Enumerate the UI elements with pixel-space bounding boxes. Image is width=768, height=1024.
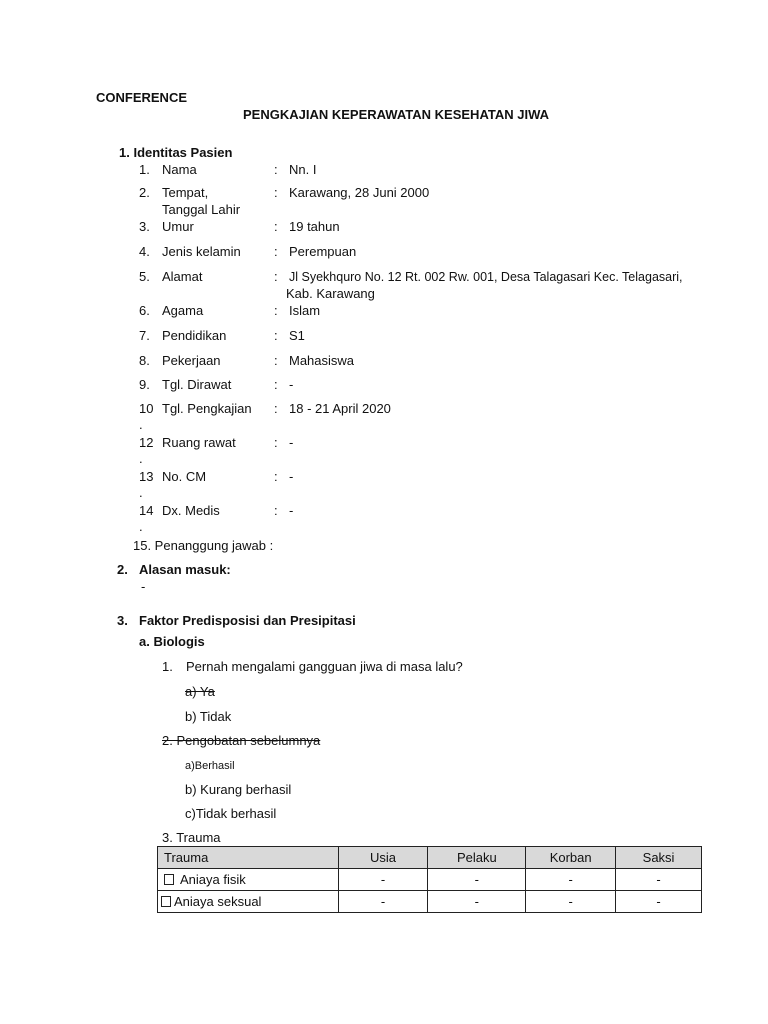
row-separator: : [274, 162, 278, 177]
option-berhasil: a)Berhasil [185, 760, 235, 772]
row-label: Agama [162, 303, 204, 318]
alasan-number: 2. [117, 562, 128, 577]
row-value: Perempuan [289, 244, 357, 259]
document-title: PENGKAJIAN KEPERAWATAN KESEHATAN JIWA [243, 107, 550, 122]
penanggung-jawab: 15. Penanggung jawab : [133, 538, 274, 553]
header-trauma: Trauma [158, 847, 339, 869]
row-number: 7. [139, 328, 150, 343]
row-separator: : [274, 435, 278, 450]
cell-pelaku: - [428, 891, 526, 913]
row-number-dot: . [139, 519, 143, 534]
row-number: 14 [139, 503, 154, 518]
header-pelaku: Pelaku [428, 847, 526, 869]
cell-pelaku: - [428, 869, 526, 891]
biologis-subheading: a. Biologis [139, 634, 205, 649]
row-separator: : [274, 377, 278, 392]
row-number: 12 [139, 435, 154, 450]
trauma-heading: 3. Trauma [162, 830, 221, 845]
row-separator: : [274, 469, 278, 484]
checkbox-icon [161, 896, 171, 907]
cell-saksi: - [616, 869, 702, 891]
cell-saksi: - [616, 891, 702, 913]
cell-korban: - [526, 891, 616, 913]
cell-usia: - [338, 869, 428, 891]
row-value: S1 [289, 328, 305, 343]
row-label: Aniaya seksual [174, 893, 262, 909]
trauma-table [157, 846, 702, 913]
row-number-dot: . [139, 485, 143, 500]
conference-heading: CONFERENCE [96, 90, 188, 105]
row-value: 19 tahun [289, 219, 340, 234]
row-separator: : [274, 244, 278, 259]
row-label: Nama [162, 162, 197, 177]
row-value: - [289, 469, 294, 484]
option-kurang-berhasil: b) Kurang berhasil [185, 782, 292, 797]
row-value: - [289, 377, 294, 392]
row-value: Mahasiswa [289, 353, 355, 368]
option-ya: a) Ya [185, 684, 215, 699]
row-label: Ruang rawat [162, 435, 236, 450]
row-label: Tgl. Pengkajian [162, 401, 252, 416]
pengobatan-heading: 2. Pengobatan sebelumnya [162, 733, 321, 748]
row-separator: : [274, 401, 278, 416]
table-row [158, 891, 702, 913]
row-number: 1. [139, 162, 150, 177]
row-separator: : [274, 328, 278, 343]
row-number: 13 [139, 469, 154, 484]
row-number: 5. [139, 269, 150, 284]
row-number: 3. [139, 219, 150, 234]
row-label: No. CM [162, 469, 207, 484]
row-label-cell [158, 869, 339, 891]
row-label-line2: Tanggal Lahir [162, 202, 241, 217]
row-value: - [289, 503, 294, 518]
alasan-heading: Alasan masuk: [139, 562, 231, 577]
checkbox-icon [164, 874, 174, 885]
row-label: Aniaya fisik [180, 871, 246, 887]
alasan-value: - [141, 579, 146, 594]
row-number-dot: . [139, 417, 143, 432]
row-label: Dx. Medis [162, 503, 220, 518]
row-label: Pendidikan [162, 328, 227, 343]
faktor-number: 3. [117, 613, 128, 628]
row-value: 18 - 21 April 2020 [289, 401, 391, 416]
row-number: 4. [139, 244, 150, 259]
header-saksi: Saksi [616, 847, 702, 869]
row-value: Islam [289, 303, 321, 318]
row-label: Tempat, [162, 185, 209, 200]
row-value: - [289, 435, 294, 450]
row-label: Pekerjaan [162, 353, 221, 368]
row-value-line2: Kab. Karawang [286, 286, 375, 301]
identitas-heading: 1. Identitas Pasien [119, 145, 233, 160]
table-row [158, 869, 702, 891]
faktor-heading: Faktor Predisposisi dan Presipitasi [139, 613, 356, 628]
row-separator: : [274, 185, 278, 200]
row-label: Tgl. Dirawat [162, 377, 232, 392]
header-usia: Usia [338, 847, 428, 869]
row-value: Jl Syekhquro No. 12 Rt. 002 Rw. 001, Desa Talagasari Kec. Telagasari, [289, 270, 683, 284]
row-number: 8. [139, 353, 150, 368]
header-korban: Korban [526, 847, 616, 869]
row-label: Umur [162, 219, 194, 234]
cell-korban: - [526, 869, 616, 891]
table-header-row [158, 847, 702, 869]
row-separator: : [274, 353, 278, 368]
row-label: Alamat [162, 269, 203, 284]
row-separator: : [274, 219, 278, 234]
cell-usia: - [338, 891, 428, 913]
row-label-cell [158, 891, 339, 913]
question-number: 1. [162, 659, 173, 674]
row-separator: : [274, 503, 278, 518]
row-number: 9. [139, 377, 150, 392]
row-value: Nn. I [289, 162, 317, 177]
question-text: Pernah mengalami gangguan jiwa di masa lalu? [186, 659, 463, 674]
row-separator: : [274, 303, 278, 318]
option-tidak-berhasil: c)Tidak berhasil [185, 806, 277, 821]
row-number: 6. [139, 303, 150, 318]
row-label: Jenis kelamin [162, 244, 241, 259]
row-number: 10 [139, 401, 154, 416]
option-tidak: b) Tidak [185, 709, 232, 724]
row-number-dot: . [139, 451, 143, 466]
row-value: Karawang, 28 Juni 2000 [289, 185, 430, 200]
row-separator: : [274, 269, 278, 284]
row-number: 2. [139, 185, 150, 200]
